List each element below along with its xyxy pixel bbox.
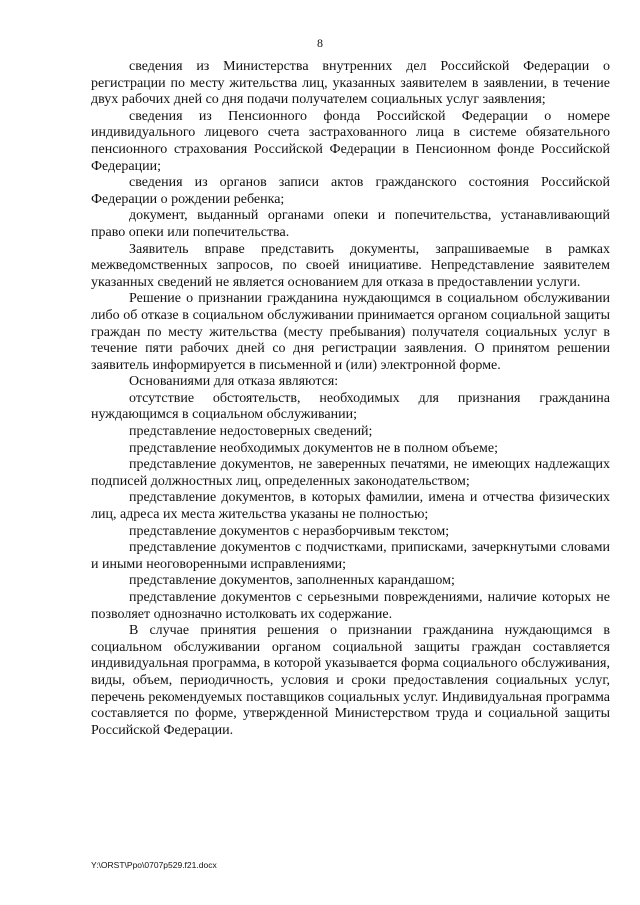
paragraph: Решение о признании гражданина нуждающимся в социальном обслуживании либо об отказе в социальном обслуживании принимается органом социальной защиты граждан по месту жительства (месту пребывания) получателя социальных услуг в течение пяти рабочих дней со дня регистрации заявления. О принятом решении заявитель информируется в письменной и (или) электронной форме. [91, 291, 610, 373]
paragraph: представление документов с серьезными повреждениями, наличие которых не позволяет однозначно истолковать их содержание. [91, 590, 610, 622]
paragraph: сведения из Пенсионного фонда Российской Федерации о номере индивидуального лицевого счета застрахованного лица в системе обязательного пенсионного страхования Российской Федерации в Пенсионном фонде Российской Федерации; [91, 108, 610, 174]
paragraph: представление недостоверных сведений; [129, 424, 373, 440]
paragraph: отсутствие обстоятельств, необходимых для признания гражданина нуждающимся в социальном обслуживании; [91, 390, 610, 423]
paragraph: представление документов, заполненных карандашом; [129, 573, 455, 589]
paragraph: сведения из органов записи актов гражданского состояния Российской Федерации о рождении ребенка; [91, 175, 610, 207]
paragraph: представление документов, не заверенных печатями, не имеющих надлежащих подписей должностных лиц, определенных законодательством; [91, 457, 610, 489]
footer-file-path: Y:\ORST\Ppo\0707p529.f21.docx [91, 860, 217, 870]
paragraph: представление необходимых документов не в полном объеме; [129, 440, 498, 456]
page-number: 8 [317, 36, 323, 50]
paragraph: Заявитель вправе представить документы, запрашиваемые в рамках межведомственных запросов, по своей инициативе. Непредставление заявителем указанных сведений не является основанием для отказа в предоставлении услуги. [91, 241, 610, 290]
paragraph: представление документов с подчистками, приписками, зачеркнутыми словами и иными неоговоренными исправлениями; [91, 540, 610, 572]
paragraph: представление документов с неразборчивым текстом; [129, 523, 450, 539]
document-body [91, 59, 610, 739]
paragraph: Основаниями для отказа являются: [129, 374, 339, 390]
paragraph: документ, выданный органами опеки и попечительства, устанавливающий право опеки или попечительства. [91, 208, 610, 240]
paragraph: В случае принятия решения о признании гражданина нуждающимся в социальном обслуживании органом социальной защиты граждан составляется индивидуальная программа, в которой указывается форма социального обслуживания, виды, объем, периодичность, условия и сроки предоставления социальных услуг, перечень рекомендуемых поставщиков социальных услуг. Индивидуальная программа составляется по форме, утвержденной Министерством труда и социальной защиты Российской Федерации. [91, 623, 610, 738]
paragraph: сведения из Министерства внутренних дел Российской Федерации о регистрации по месту жительства лиц, указанных заявителем в заявлении, в течение двух рабочих дней со дня подачи получателем социальных услуг заявления; [91, 59, 610, 108]
paragraph: представление документов, в которых фамилии, имена и отчества физических лиц, адреса их места жительства указаны не полностью; [91, 490, 610, 523]
